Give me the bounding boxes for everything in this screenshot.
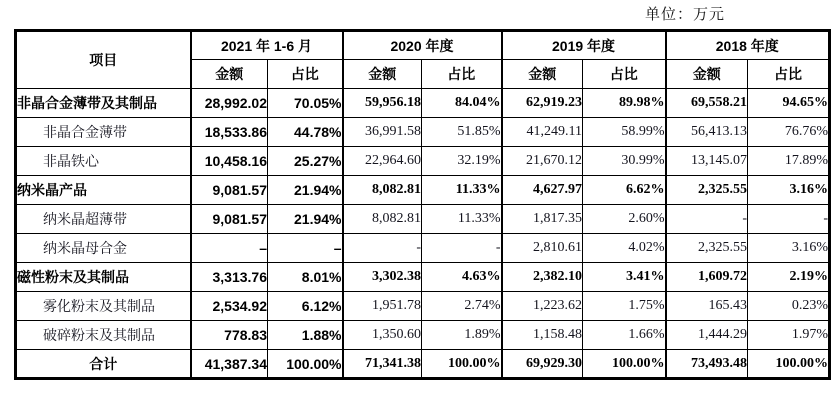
amount-cell: 8,082.81 <box>343 176 422 205</box>
amount-cell: 1,951.78 <box>343 292 422 321</box>
ratio-cell: 17.89% <box>748 147 830 176</box>
amount-cell: 69,929.30 <box>502 350 583 379</box>
amount-cell: 28,992.02 <box>191 89 268 118</box>
amount-cell: 10,458.16 <box>191 147 268 176</box>
amount-cell: 1,350.60 <box>343 321 422 350</box>
amount-cell: 9,081.57 <box>191 205 268 234</box>
ratio-cell: 11.33% <box>422 176 502 205</box>
ratio-cell: 30.99% <box>583 147 666 176</box>
amount-cell: 62,919.23 <box>502 89 583 118</box>
ratio-cell: 58.99% <box>583 118 666 147</box>
amount-cell: 1,223.62 <box>502 292 583 321</box>
amount-cell: 1,158.48 <box>502 321 583 350</box>
column-header-ratio-2019: 占比 <box>583 60 666 89</box>
amount-cell: 3,313.76 <box>191 263 268 292</box>
column-header-amount-2018: 金额 <box>666 60 748 89</box>
ratio-cell: - <box>422 234 502 263</box>
amount-cell: 4,627.97 <box>502 176 583 205</box>
ratio-cell: 2.60% <box>583 205 666 234</box>
table-row-nanocrystalline-products <box>16 176 830 205</box>
amount-cell: 9,081.57 <box>191 176 268 205</box>
row-label: 纳米晶产品 <box>16 176 191 205</box>
row-label: 非晶铁心 <box>16 147 191 176</box>
row-label: 磁性粉末及其制品 <box>16 263 191 292</box>
amount-cell: 1,817.35 <box>502 205 583 234</box>
ratio-cell: 100.00% <box>583 350 666 379</box>
ratio-cell: 0.23% <box>748 292 830 321</box>
column-group-2019: 2019 年度 <box>502 31 666 60</box>
column-header-ratio-2018: 占比 <box>748 60 830 89</box>
table-row-amorphous-ribbon-products <box>16 89 830 118</box>
amount-cell: 2,325.55 <box>666 176 748 205</box>
ratio-cell: – <box>268 234 343 263</box>
amount-cell: 69,558.21 <box>666 89 748 118</box>
ratio-cell: 89.98% <box>583 89 666 118</box>
ratio-cell: 100.00% <box>748 350 830 379</box>
ratio-cell: 51.85% <box>422 118 502 147</box>
amount-cell: 41,249.11 <box>502 118 583 147</box>
column-header-amount-2021: 金额 <box>191 60 268 89</box>
ratio-cell: 3.16% <box>748 176 830 205</box>
table-row-nanocrystalline-ultrathin-ribbon <box>16 205 830 234</box>
row-label: 非晶合金薄带及其制品 <box>16 89 191 118</box>
column-header-ratio-2021: 占比 <box>268 60 343 89</box>
column-header-ratio-2020: 占比 <box>422 60 502 89</box>
table-row-crushed-powder-products <box>16 321 830 350</box>
amount-cell: 59,956.18 <box>343 89 422 118</box>
ratio-cell: 70.05% <box>268 89 343 118</box>
ratio-cell: 1.66% <box>583 321 666 350</box>
ratio-cell: 1.88% <box>268 321 343 350</box>
amount-cell: 8,082.81 <box>343 205 422 234</box>
ratio-cell: 100.00% <box>268 350 343 379</box>
table-row-total <box>16 350 830 379</box>
ratio-cell: 3.41% <box>583 263 666 292</box>
table-row-amorphous-core <box>16 147 830 176</box>
ratio-cell: 3.16% <box>748 234 830 263</box>
row-label: 纳米晶母合金 <box>16 234 191 263</box>
ratio-cell: 1.89% <box>422 321 502 350</box>
column-header-amount-2020: 金额 <box>343 60 422 89</box>
row-label: 雾化粉末及其制品 <box>16 292 191 321</box>
ratio-cell: 44.78% <box>268 118 343 147</box>
table-row-amorphous-ribbon <box>16 118 830 147</box>
amount-cell: – <box>191 234 268 263</box>
row-label: 纳米晶超薄带 <box>16 205 191 234</box>
amount-cell: 2,534.92 <box>191 292 268 321</box>
ratio-cell: 94.65% <box>748 89 830 118</box>
row-label: 合计 <box>16 350 191 379</box>
revenue-breakdown-table <box>14 29 831 380</box>
amount-cell: 165.43 <box>666 292 748 321</box>
ratio-cell: 8.01% <box>268 263 343 292</box>
ratio-cell: 4.02% <box>583 234 666 263</box>
ratio-cell: 76.76% <box>748 118 830 147</box>
column-group-2021: 2021 年 1-6 月 <box>191 31 343 60</box>
ratio-cell: 1.97% <box>748 321 830 350</box>
amount-cell: 73,493.48 <box>666 350 748 379</box>
amount-cell: 18,533.86 <box>191 118 268 147</box>
amount-cell: 2,810.61 <box>502 234 583 263</box>
column-header-amount-2019: 金额 <box>502 60 583 89</box>
ratio-cell: 6.12% <box>268 292 343 321</box>
ratio-cell: 100.00% <box>422 350 502 379</box>
amount-cell: 56,413.13 <box>666 118 748 147</box>
amount-cell: 3,302.38 <box>343 263 422 292</box>
ratio-cell: 6.62% <box>583 176 666 205</box>
header-row-groups <box>16 31 830 60</box>
unit-label: 单位：万元 <box>645 7 726 23</box>
amount-cell: 21,670.12 <box>502 147 583 176</box>
amount-cell: 13,145.07 <box>666 147 748 176</box>
ratio-cell: 2.19% <box>748 263 830 292</box>
column-group-2018: 2018 年度 <box>666 31 830 60</box>
column-group-2020: 2020 年度 <box>343 31 502 60</box>
ratio-cell: 11.33% <box>422 205 502 234</box>
ratio-cell: - <box>748 205 830 234</box>
ratio-cell: 21.94% <box>268 176 343 205</box>
amount-cell: 2,382.10 <box>502 263 583 292</box>
ratio-cell: 32.19% <box>422 147 502 176</box>
amount-cell: 41,387.34 <box>191 350 268 379</box>
row-label: 非晶合金薄带 <box>16 118 191 147</box>
ratio-cell: 1.75% <box>583 292 666 321</box>
row-label: 破碎粉末及其制品 <box>16 321 191 350</box>
ratio-cell: 4.63% <box>422 263 502 292</box>
table-row-nanocrystalline-master-alloy <box>16 234 830 263</box>
ratio-cell: 84.04% <box>422 89 502 118</box>
amount-cell: 1,609.72 <box>666 263 748 292</box>
amount-cell: 778.83 <box>191 321 268 350</box>
amount-cell: 2,325.55 <box>666 234 748 263</box>
table-row-magnetic-powder-products <box>16 263 830 292</box>
amount-cell: - <box>343 234 422 263</box>
table-row-atomized-powder-products <box>16 292 830 321</box>
amount-cell: 71,341.38 <box>343 350 422 379</box>
amount-cell: 22,964.60 <box>343 147 422 176</box>
amount-cell: 36,991.58 <box>343 118 422 147</box>
ratio-cell: 25.27% <box>268 147 343 176</box>
column-header-item: 项目 <box>16 31 191 89</box>
amount-cell: 1,444.29 <box>666 321 748 350</box>
amount-cell: - <box>666 205 748 234</box>
ratio-cell: 21.94% <box>268 205 343 234</box>
ratio-cell: 2.74% <box>422 292 502 321</box>
